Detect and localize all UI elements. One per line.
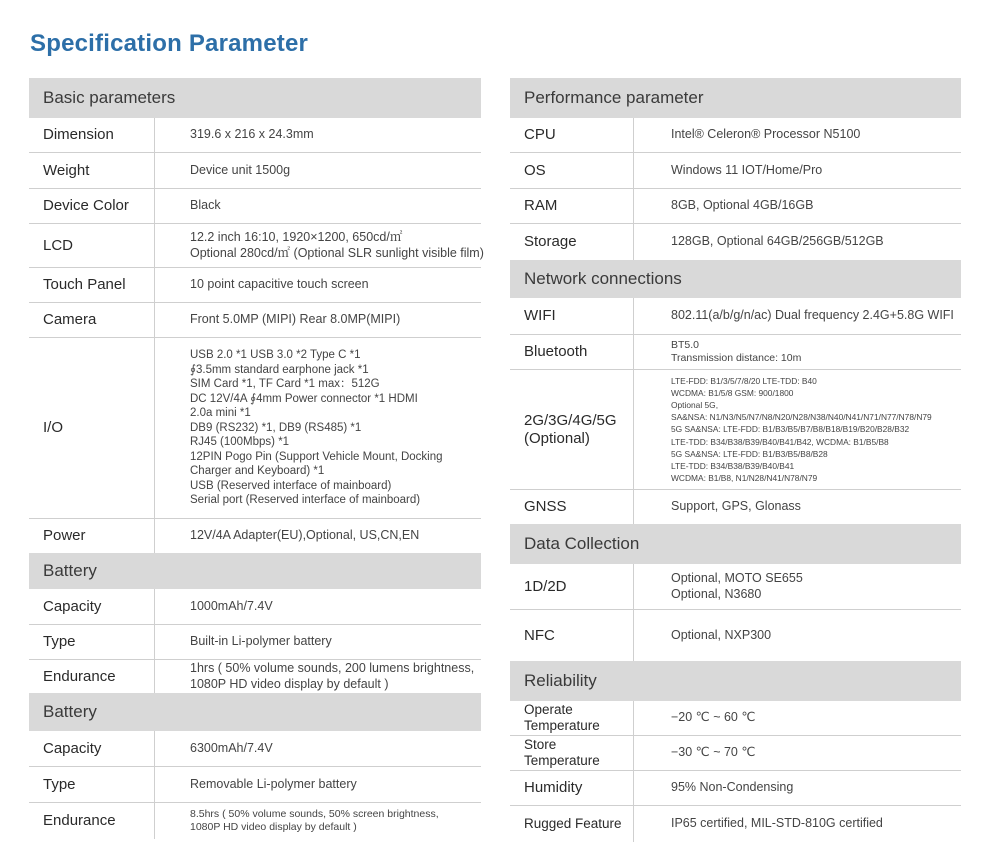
- spec-value-line: 1080P HD video display by default ): [190, 676, 389, 691]
- spec-value-line: WCDMA: B1/B8, N1/N28/N41/N78/N79: [671, 473, 818, 484]
- spec-value-line: 802.11(a/b/g/n/ac) Dual frequency 2.4G+5.8G WIFI: [671, 308, 954, 323]
- spec-row-lcd: [29, 224, 484, 268]
- spec-label: Store Temperature: [510, 736, 634, 770]
- spec-label: 1D/2D: [510, 564, 634, 609]
- spec-value-line: 6300mAh/7.4V: [190, 740, 273, 755]
- spec-label: Endurance: [29, 660, 155, 693]
- spec-label: 2G/3G/4G/5G (Optional): [510, 370, 634, 489]
- spec-value-line: USB 2.0 *1 USB 3.0 *2 Type C *1: [190, 349, 361, 362]
- spec-value-line: USB (Reserved interface of mainboard): [190, 479, 392, 492]
- spec-label: Capacity: [29, 589, 155, 624]
- spec-value: [155, 118, 481, 152]
- section-data-collection: [510, 564, 961, 661]
- spec-label: Type: [29, 625, 155, 659]
- spec-value-line: SIM Card *1, TF Card *1 max：512G: [190, 378, 380, 391]
- spec-value-line: 5G SA&NSA: LTE-FDD: B1/B3/B5/B7/B8/B18/B19/B20/B28/B32: [671, 424, 910, 435]
- spec-label: OS: [510, 153, 634, 188]
- spec-value: [155, 803, 481, 839]
- spec-value: [634, 153, 961, 188]
- spec-row-store-temperature: [510, 736, 961, 771]
- spec-value: [634, 490, 961, 524]
- spec-label: Touch Panel: [29, 268, 155, 302]
- spec-label: Capacity: [29, 731, 155, 766]
- spec-value: [634, 771, 961, 805]
- section-battery-removable: [29, 731, 481, 839]
- spec-row-type: [29, 767, 481, 803]
- spec-value: [634, 564, 961, 609]
- spec-value-line: 10 point capacitive touch screen: [190, 277, 369, 292]
- spec-row-nfc: [510, 610, 961, 661]
- spec-label: WIFI: [510, 298, 634, 334]
- spec-value: [155, 519, 481, 553]
- section-network: [510, 298, 961, 524]
- spec-label: CPU: [510, 118, 634, 152]
- spec-value: [155, 338, 481, 518]
- spec-value: [155, 589, 481, 624]
- spec-row-humidity: [510, 771, 961, 806]
- spec-value: [155, 303, 481, 337]
- spec-row-dimension: [29, 118, 481, 153]
- spec-row-io: [29, 338, 481, 519]
- spec-value-line: Support, GPS, Glonass: [671, 499, 801, 514]
- section-header-network: Network connections: [510, 260, 961, 298]
- spec-row-capacity: [29, 589, 481, 625]
- spec-label: Bluetooth: [510, 335, 634, 369]
- spec-row-cpu: [510, 118, 961, 153]
- right-spec-column: [510, 78, 961, 842]
- spec-value: [634, 224, 961, 260]
- spec-value-line: Built-in Li-polymer battery: [190, 634, 332, 649]
- spec-value-line: BT5.0: [671, 339, 700, 351]
- spec-value-line: WCDMA: B1/5/8 GSM: 900/1800: [671, 387, 794, 398]
- spec-value-line: IP65 certified, MIL-STD-810G certified: [671, 816, 883, 831]
- spec-value-line: Black: [190, 198, 221, 213]
- spec-value-line: 12PIN Pogo Pin (Support Vehicle Mount, Docking: [190, 450, 443, 463]
- spec-value-line: Transmission distance: 10m: [671, 352, 802, 364]
- spec-label: Type: [29, 767, 155, 802]
- spec-value-line: Optional 5G,: [671, 399, 719, 410]
- spec-value-line: 95% Non-Condensing: [671, 780, 794, 795]
- spec-row-power: [29, 519, 481, 553]
- spec-value-line: Optional, N3680: [671, 586, 762, 601]
- spec-value-line: 2.0a mini *1: [190, 407, 251, 420]
- spec-label: NFC: [510, 610, 634, 661]
- spec-value: [155, 731, 481, 766]
- spec-value: [634, 701, 961, 735]
- spec-row-storage: [510, 224, 961, 260]
- spec-label: Endurance: [29, 803, 155, 839]
- spec-value-line: 8.5hrs ( 50% volume sounds, 50% screen brightness,: [190, 808, 439, 820]
- spec-value-line: Front 5.0MP (MIPI) Rear 8.0MP(MIPI): [190, 312, 401, 327]
- spec-value-line: 1hrs ( 50% volume sounds, 200 lumens brightness,: [190, 661, 475, 675]
- spec-label: Operate Temperature: [510, 701, 634, 735]
- page-title: Specification Parameter: [30, 30, 309, 57]
- spec-value-line: 12.2 inch 16:10, 1920×1200, 650cd/㎡: [190, 230, 403, 244]
- section-performance: [510, 118, 961, 260]
- spec-value-line: 5G SA&NSA: LTE-FDD: B1/B3/B5/B8/B28: [671, 448, 828, 459]
- spec-value: [634, 189, 961, 223]
- spec-row-endurance: [29, 660, 481, 693]
- section-reliability: [510, 701, 961, 842]
- spec-value: [155, 660, 481, 693]
- spec-value: [155, 153, 481, 188]
- section-header-battery: Battery: [29, 553, 481, 589]
- spec-value-line: RJ45 (100Mbps) *1: [190, 436, 290, 449]
- spec-row-os: [510, 153, 961, 189]
- spec-label: Device Color: [29, 189, 155, 223]
- spec-value-line: Optional, NXP300: [671, 627, 772, 642]
- spec-value-line: 1000mAh/7.4V: [190, 598, 273, 613]
- spec-value-line: Serial port (Reserved interface of mainboard): [190, 494, 421, 507]
- spec-value-line: 128GB, Optional 64GB/256GB/512GB: [671, 234, 884, 249]
- spec-label: Rugged Feature: [510, 806, 634, 842]
- spec-row-1d2d: [510, 564, 961, 610]
- spec-row-endurance: [29, 803, 481, 839]
- spec-label: GNSS: [510, 490, 634, 524]
- section-header-battery-removable: Battery: [29, 693, 481, 731]
- spec-value-line: DB9 (RS232) *1, DB9 (RS485) *1: [190, 421, 362, 434]
- spec-label: RAM: [510, 189, 634, 223]
- section-header-reliability: Reliability: [510, 661, 961, 701]
- spec-value-line: LTE-TDD: B34/B38/B39/B40/B41/B42, WCDMA: B1/B5/B8: [671, 436, 889, 447]
- spec-value: [634, 736, 961, 770]
- spec-value-line: Optional, MOTO SE655: [671, 571, 803, 585]
- spec-label: Storage: [510, 224, 634, 260]
- spec-value-line: Removable Li-polymer battery: [190, 776, 357, 791]
- section-battery: [29, 589, 481, 693]
- spec-row-bluetooth: [510, 335, 961, 370]
- spec-value: [634, 806, 961, 842]
- spec-value-line: Charger and Keyboard) *1: [190, 465, 325, 478]
- spec-value-line: Windows 11 IOT/Home/Pro: [671, 162, 823, 177]
- section-header-basic: Basic parameters: [29, 78, 481, 118]
- section-header-data-collection: Data Collection: [510, 524, 961, 564]
- section-header-performance: Performance parameter: [510, 78, 961, 118]
- spec-value: [155, 767, 481, 802]
- spec-value-line: −30 ℃ ~ 70 ℃: [671, 745, 756, 760]
- spec-value-line: LTE-FDD: B1/3/5/7/8/20 LTE-TDD: B40: [671, 375, 817, 386]
- spec-value: [155, 189, 481, 223]
- spec-value-line: SA&NSA: N1/N3/N5/N7/N8/N20/N28/N38/N40/N41/N71/N77/N78/N79: [671, 412, 932, 423]
- spec-value-line: Optional 280cd/㎡ (Optional SLR sunlight visible film): [190, 245, 484, 260]
- spec-label: Dimension: [29, 118, 155, 152]
- spec-value: [634, 118, 961, 152]
- spec-row-weight: [29, 153, 481, 189]
- spec-value: [634, 610, 961, 661]
- spec-value-line: 1080P HD video display by default ): [190, 821, 357, 833]
- spec-value-line: 319.6 x 216 x 24.3mm: [190, 127, 314, 142]
- spec-label: I/O: [29, 338, 155, 518]
- spec-row-touch-panel: [29, 268, 481, 303]
- spec-value-line: 12V/4A Adapter(EU),Optional, US,CN,EN: [190, 528, 420, 543]
- spec-value: [634, 370, 961, 489]
- spec-row-operate-temperature: [510, 701, 961, 736]
- spec-label: LCD: [29, 224, 155, 267]
- spec-row-capacity: [29, 731, 481, 767]
- spec-value-line: LTE-TDD: B34/B38/B39/B40/B41: [671, 461, 795, 471]
- section-basic: [29, 118, 484, 553]
- spec-label: Weight: [29, 153, 155, 188]
- spec-label: Humidity: [510, 771, 634, 805]
- spec-row-rugged-feature: [510, 806, 961, 842]
- spec-value: [155, 224, 484, 267]
- left-spec-column: [29, 78, 484, 839]
- spec-value: [634, 335, 961, 369]
- spec-value: [634, 298, 961, 334]
- spec-row-gnss: [510, 490, 961, 524]
- spec-row-ram: [510, 189, 961, 224]
- spec-value: [155, 268, 481, 302]
- spec-value-line: Device unit 1500g: [190, 162, 291, 177]
- spec-label: Camera: [29, 303, 155, 337]
- spec-row-wifi: [510, 298, 961, 335]
- spec-value-line: 8GB, Optional 4GB/16GB: [671, 198, 814, 213]
- spec-row-camera: [29, 303, 481, 338]
- spec-value: [155, 625, 481, 659]
- spec-value-line: DC 12V/4A ∮4mm Power connector *1 HDMI: [190, 392, 418, 405]
- spec-value-line: −20 ℃ ~ 60 ℃: [671, 710, 756, 725]
- spec-row-cellular: [510, 370, 961, 490]
- spec-row-device-color: [29, 189, 481, 224]
- spec-label: Power: [29, 519, 155, 553]
- spec-value-line: Intel® Celeron® Processor N5100: [671, 127, 861, 142]
- spec-value-line: ∮3.5mm standard earphone jack *1: [190, 363, 369, 376]
- spec-row-type: [29, 625, 481, 660]
